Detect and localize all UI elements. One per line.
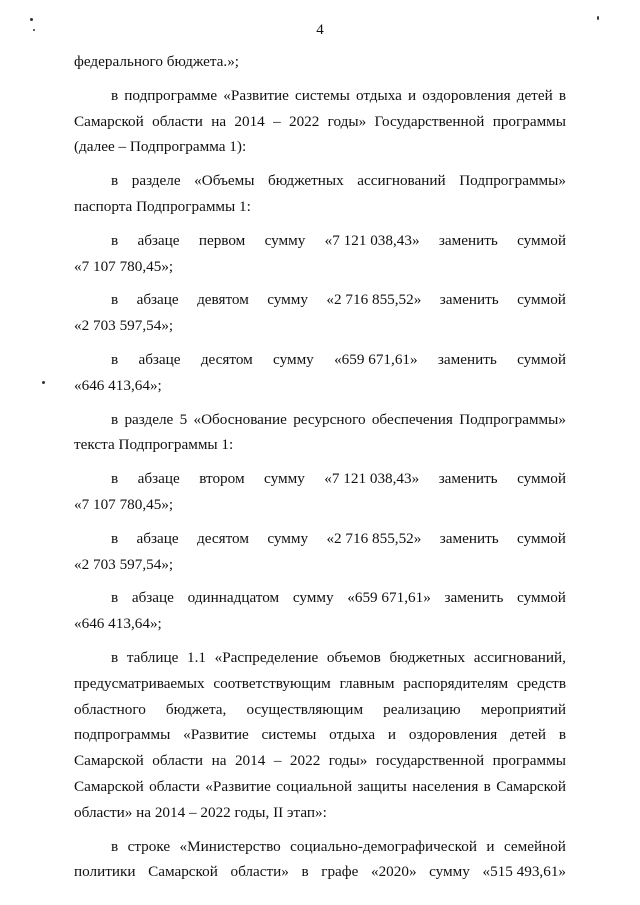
word: на — [211, 752, 227, 770]
word: абзаце — [136, 291, 179, 309]
word: Подпрограммы» — [459, 410, 566, 428]
text-line — [74, 697, 566, 723]
word: и — [486, 837, 495, 855]
word: в — [558, 726, 566, 744]
text-line — [74, 748, 566, 774]
text-line: «7 107 780,45»; — [74, 257, 174, 275]
word: средств — [516, 674, 566, 692]
word: одиннадцатом — [187, 589, 280, 607]
text-line: области» на 2014 – 2022 годы, II этап»: — [74, 803, 327, 821]
word: «Распределение — [214, 648, 319, 666]
word: системы — [295, 86, 350, 104]
word: «Министерство — [179, 837, 281, 855]
text-line — [74, 347, 566, 373]
word: «659 671,61» — [334, 350, 418, 368]
word: области — [152, 112, 203, 130]
word: в — [111, 837, 119, 855]
word: в — [111, 291, 119, 309]
word: абзаце — [137, 231, 180, 249]
word: «Развитие — [183, 726, 249, 744]
word: в — [111, 589, 119, 607]
text-line — [74, 407, 566, 433]
word: области» — [230, 863, 289, 881]
word: суммой — [517, 350, 566, 368]
word: детей — [516, 86, 553, 104]
word: ассигнований, — [473, 648, 566, 666]
word: – — [273, 112, 281, 130]
word: сумму — [273, 350, 314, 368]
text-line — [74, 585, 566, 611]
word: «7 121 038,43» — [324, 231, 420, 249]
text-line — [74, 228, 566, 254]
word: в — [111, 529, 119, 547]
word: объемов — [326, 648, 381, 666]
word: 5 — [179, 410, 188, 428]
word: населения — [412, 777, 479, 795]
word: распорядителям — [403, 674, 509, 692]
word: суммой — [517, 529, 566, 547]
word: Самарской — [74, 112, 144, 130]
text-line — [74, 287, 566, 313]
word: десятом — [197, 529, 249, 547]
text-line: федерального бюджета.»; — [74, 53, 240, 70]
word: втором — [199, 470, 245, 488]
word: сумму — [292, 589, 334, 607]
text-line — [74, 834, 566, 860]
word: области — [152, 752, 204, 770]
word: в — [111, 172, 119, 190]
text-line — [74, 168, 566, 194]
word: строке — [127, 837, 171, 855]
word: Самарской — [148, 863, 218, 881]
word: 2022 — [289, 752, 321, 770]
word: – — [273, 752, 282, 770]
word: суммой — [517, 589, 566, 607]
word: отдыха — [355, 86, 402, 104]
word: оздоровления — [408, 726, 498, 744]
word: семейной — [503, 837, 566, 855]
text-line — [74, 83, 566, 109]
word: девятом — [197, 291, 249, 309]
word: сумму — [264, 231, 306, 249]
word: 2022 — [288, 112, 320, 130]
word: и — [407, 86, 417, 104]
word: «2020» — [370, 863, 417, 881]
word: социально-демографической — [290, 837, 477, 855]
document-body — [74, 49, 566, 885]
word: «Объемы — [194, 172, 255, 190]
word: предусматриваемых — [74, 674, 205, 692]
word: мероприятий — [480, 700, 566, 718]
word: годы» — [327, 112, 367, 130]
word: «659 671,61» — [347, 589, 431, 607]
text-line: (далее – Подпрограмма 1): — [74, 138, 247, 156]
word: «Развитие — [223, 86, 289, 104]
word: на — [211, 112, 227, 130]
scan-artifact — [597, 16, 599, 20]
text-line — [74, 466, 566, 492]
word: «515 493,61» — [482, 863, 566, 881]
word: заменить — [438, 231, 498, 249]
word: суммой — [517, 231, 566, 249]
word: в — [111, 648, 119, 666]
word: Подпрограммы» — [459, 172, 566, 190]
word: в — [301, 863, 309, 881]
page-number: 4 — [316, 22, 324, 38]
text-line: «646 413,64»; — [74, 376, 162, 394]
word: оздоровления — [422, 86, 511, 104]
word: в — [111, 470, 119, 488]
word: «Развитие — [205, 777, 271, 795]
word: областного — [74, 700, 146, 718]
text-line: «2 703 597,54»; — [74, 555, 174, 573]
word: соответствующим — [213, 674, 331, 692]
word: «7 121 038,43» — [324, 470, 420, 488]
text-line: текста Подпрограммы 1: — [74, 436, 234, 454]
word: бюджетных — [389, 648, 466, 666]
word: сумму — [267, 291, 308, 309]
word: 2014 — [234, 752, 266, 770]
word: заменить — [438, 470, 498, 488]
word: области — [149, 777, 200, 795]
word: Самарской — [496, 777, 566, 795]
word: главным — [339, 674, 395, 692]
word: 2014 — [234, 112, 265, 130]
text-line: «646 413,64»; — [74, 615, 162, 633]
word: заменить — [444, 589, 504, 607]
word: заменить — [439, 529, 499, 547]
word: обеспечения — [371, 410, 453, 428]
word: в — [111, 86, 119, 104]
word: отдыха — [329, 726, 376, 744]
word: подпрограмме — [124, 86, 218, 104]
word: заменить — [437, 350, 497, 368]
word: государственной — [375, 752, 485, 770]
word: подпрограммы — [74, 726, 171, 744]
word: заменить — [439, 291, 499, 309]
word: политики — [74, 863, 136, 881]
word: программы — [492, 112, 566, 130]
word: сумму — [264, 470, 305, 488]
word: детей — [510, 726, 546, 744]
word: в — [483, 777, 491, 795]
word: реализацию — [383, 700, 461, 718]
scan-artifact — [33, 29, 35, 31]
word: бюджета, — [165, 700, 227, 718]
text-line — [74, 722, 566, 748]
word: ассигнований — [357, 172, 446, 190]
word: системы — [261, 726, 317, 744]
word: осуществляющим — [246, 700, 364, 718]
word: в — [111, 410, 119, 428]
word: программы — [492, 752, 566, 770]
word: защиты — [357, 777, 407, 795]
word: ресурсного — [293, 410, 366, 428]
text-line: «7 107 780,45»; — [74, 495, 174, 513]
text-line — [74, 671, 566, 697]
text-line — [74, 526, 566, 552]
word: Самарской — [74, 752, 144, 770]
word: таблице — [126, 648, 179, 666]
word: 1.1 — [186, 648, 206, 666]
word: суммой — [517, 291, 566, 309]
word: бюджетных — [268, 172, 344, 190]
word: «2 716 855,52» — [326, 529, 422, 547]
scan-artifact — [42, 381, 45, 384]
word: в — [111, 231, 119, 249]
word: сумму — [429, 863, 470, 881]
word: абзаце — [137, 470, 180, 488]
scan-artifact — [30, 18, 33, 21]
text-line — [74, 859, 566, 885]
word: суммой — [517, 470, 566, 488]
word: разделе — [124, 410, 174, 428]
text-line — [74, 774, 566, 800]
word: социальной — [276, 777, 353, 795]
text-line — [74, 109, 566, 135]
word: графе — [321, 863, 359, 881]
word: и — [387, 726, 397, 744]
word: десятом — [200, 350, 253, 368]
word: абзаце — [138, 350, 181, 368]
word: первом — [198, 231, 246, 249]
word: годы» — [328, 752, 368, 770]
word: сумму — [267, 529, 309, 547]
word: разделе — [131, 172, 181, 190]
word: Государственной — [374, 112, 485, 130]
text-line: «2 703 597,54»; — [74, 317, 174, 335]
word: абзаце — [136, 529, 179, 547]
word: в — [558, 86, 566, 104]
word: абзаце — [131, 589, 174, 607]
text-line — [74, 645, 566, 671]
text-line: паспорта Подпрограммы 1: — [74, 197, 251, 215]
word: Самарской — [74, 777, 144, 795]
word: «2 716 855,52» — [326, 291, 422, 309]
word: в — [111, 350, 119, 368]
word: «Обоснование — [193, 410, 287, 428]
